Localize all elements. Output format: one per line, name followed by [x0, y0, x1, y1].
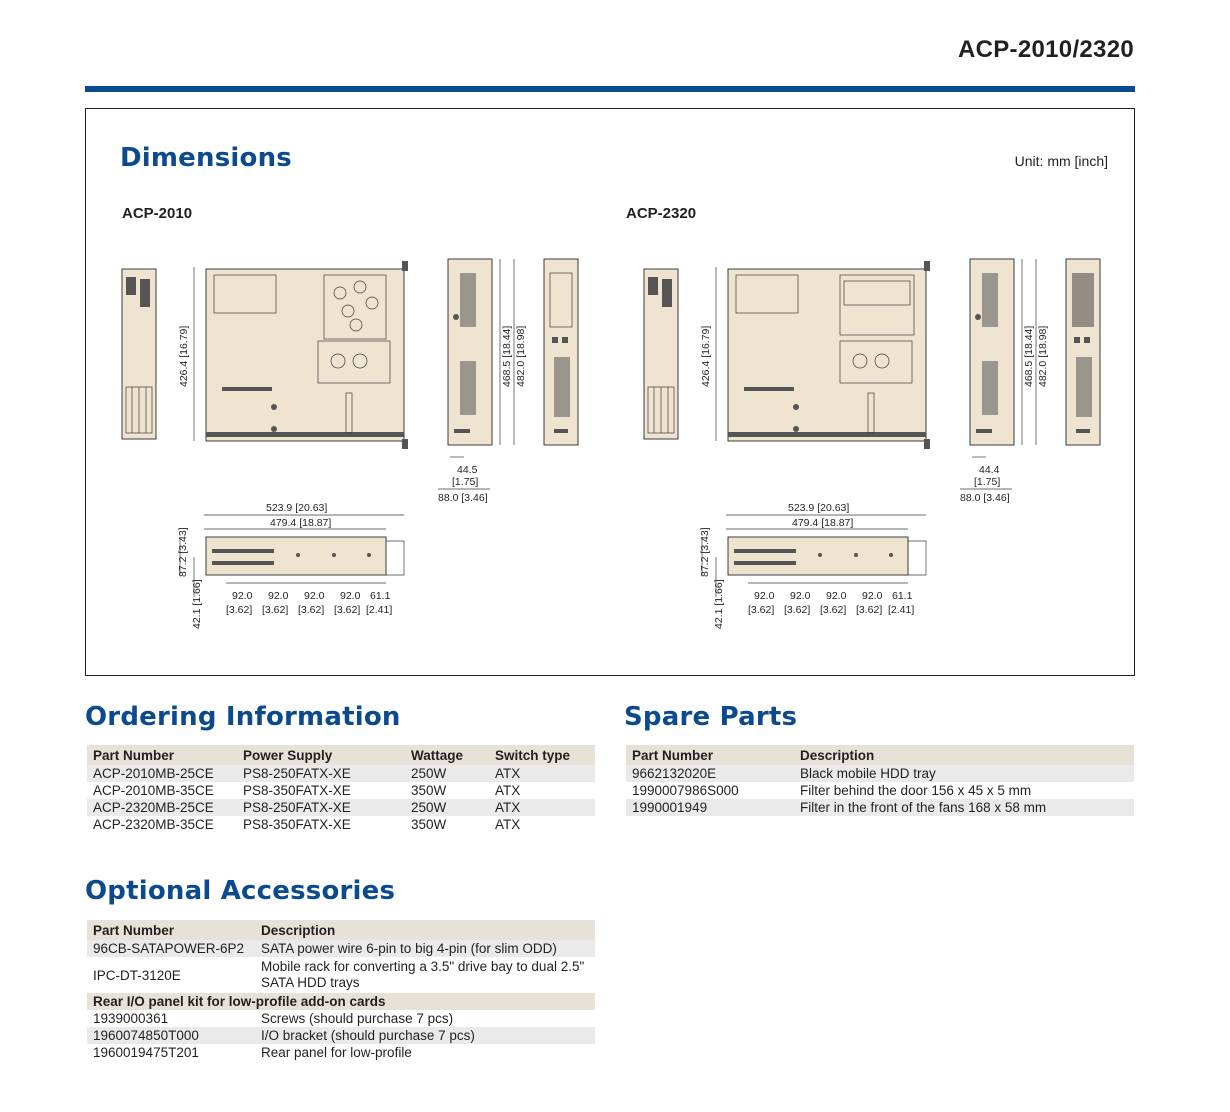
col-part-number: Part Number: [87, 745, 237, 765]
dim-pitch-2: 92.0: [268, 590, 289, 602]
table-header-row: [626, 745, 1134, 765]
table-row: [87, 957, 595, 993]
cell-description: Filter behind the door 156 x 45 x 5 mm: [794, 782, 1134, 799]
dim-handle-width: 44.5: [457, 464, 478, 476]
table-row: [87, 765, 595, 782]
dim-length-total: 523.9 [20.63]: [266, 502, 328, 514]
accessories-table: [87, 920, 595, 1061]
cell-part-number: 1990007986S000: [626, 782, 794, 799]
table-row: [87, 782, 595, 799]
cell-part-number: 9662132020E: [626, 765, 794, 782]
dim-pitch-5: 61.1: [370, 590, 391, 602]
cell-description: Rear panel for low-profile: [255, 1044, 595, 1061]
cell-part-number: 1939000361: [87, 1010, 255, 1027]
header-rule: [85, 86, 1135, 92]
col-part-number: Part Number: [87, 920, 255, 940]
dim-pitch-3: 92.0: [826, 590, 847, 602]
cell-power-supply: PS8-350FATX-XE: [237, 782, 405, 799]
dim-pitch-in-3: [3.62]: [298, 604, 325, 616]
col-switch-type: Switch type: [489, 745, 595, 765]
dim-pitch-4: 92.0: [862, 590, 883, 602]
accessories-title: Optional Accessories: [85, 876, 396, 906]
dim-pitch-2: 92.0: [790, 590, 811, 602]
cell-part-number: ACP-2320MB-25CE: [87, 799, 237, 816]
dim-side-height-2: 42.1 [1.66]: [713, 579, 725, 629]
dim-pitch-4: 92.0: [340, 590, 361, 602]
dim-pitch-in-2: [3.62]: [262, 604, 289, 616]
dim-pitch-in-4: [3.62]: [856, 604, 883, 616]
dim-height-total: 426.4 [16.79]: [178, 325, 190, 387]
dim-width-side: 88.0 [3.46]: [960, 492, 1010, 504]
dimensions-panel: [85, 108, 1135, 676]
ordering-table: [87, 745, 595, 833]
spare-parts-table: [626, 745, 1134, 816]
bottom-view: [206, 537, 386, 575]
dim-pitch-in-5: [2.41]: [888, 604, 915, 616]
dim-pitch-5: 61.1: [892, 590, 913, 602]
top-view: [206, 269, 404, 441]
dim-pitch-1: 92.0: [754, 590, 775, 602]
table-row: [626, 765, 1134, 782]
dim-length-body: 479.4 [18.87]: [270, 517, 332, 529]
cell-description: SATA power wire 6-pin to big 4-pin (for slim ODD): [255, 940, 595, 957]
cell-description: Screws (should purchase 7 pcs): [255, 1010, 595, 1027]
cell-power-supply: PS8-250FATX-XE: [237, 799, 405, 816]
cell-part-number: ACP-2010MB-25CE: [87, 765, 237, 782]
cell-part-number: IPC-DT-3120E: [87, 957, 255, 993]
cell-description: Black mobile HDD tray: [794, 765, 1134, 782]
dim-depth-b: 482.0 [18.98]: [515, 325, 527, 387]
cell-power-supply: PS8-350FATX-XE: [237, 816, 405, 833]
subheader-rear-io-kit: Rear I/O panel kit for low-profile add-on cards: [87, 993, 595, 1010]
cell-part-number: 1990001949: [626, 799, 794, 816]
cell-part-number: ACP-2320MB-35CE: [87, 816, 237, 833]
table-header-row: [87, 745, 595, 765]
col-wattage: Wattage: [405, 745, 489, 765]
dim-pitch-in-2: [3.62]: [784, 604, 811, 616]
ordering-title: Ordering Information: [85, 702, 401, 732]
table-row: [87, 940, 595, 957]
dim-pitch-in-1: [3.62]: [226, 604, 253, 616]
table-header-row: [87, 920, 595, 940]
table-row: [87, 1044, 595, 1061]
col-description: Description: [794, 745, 1134, 765]
dim-height-total: 426.4 [16.79]: [700, 325, 712, 387]
dim-depth-b: 482.0 [18.98]: [1037, 325, 1049, 387]
dim-length-body: 479.4 [18.87]: [792, 517, 854, 529]
unit-note: Unit: mm [inch]: [1014, 153, 1108, 169]
cell-wattage: 250W: [405, 799, 489, 816]
dim-pitch-in-3: [3.62]: [820, 604, 847, 616]
dim-side-height: 87.2 [3.43]: [699, 527, 711, 577]
top-view: [728, 269, 926, 441]
cell-switch-type: ATX: [489, 765, 595, 782]
cell-switch-type: ATX: [489, 799, 595, 816]
model-name-acp-2010: ACP-2010: [122, 205, 193, 222]
table-row: [626, 799, 1134, 816]
table-row: [87, 816, 595, 833]
cell-switch-type: ATX: [489, 782, 595, 799]
dim-handle-width-in: [1.75]: [452, 476, 479, 488]
drawing-acp-2010: [114, 257, 584, 687]
cell-power-supply: PS8-250FATX-XE: [237, 765, 405, 782]
dim-depth-a: 468.5 [18.44]: [501, 325, 513, 387]
document-title: ACP-2010/2320: [957, 36, 1134, 63]
dim-handle-width-in: [1.75]: [974, 476, 1001, 488]
cell-description: Mobile rack for converting a 3.5" drive bay to dual 2.5" SATA HDD trays: [255, 957, 595, 993]
dim-side-height: 87.2 [3.43]: [177, 527, 189, 577]
col-power-supply: Power Supply: [237, 745, 405, 765]
dimensions-title: Dimensions: [120, 143, 292, 173]
dim-handle-width: 44.4: [979, 464, 1000, 476]
cell-wattage: 350W: [405, 816, 489, 833]
cell-part-number: ACP-2010MB-35CE: [87, 782, 237, 799]
dim-side-height-2: 42.1 [1.66]: [191, 579, 203, 629]
cell-switch-type: ATX: [489, 816, 595, 833]
side-view: [544, 259, 578, 445]
dim-width-side: 88.0 [3.46]: [438, 492, 488, 504]
bottom-view: [728, 537, 908, 575]
cell-description: Filter in the front of the fans 168 x 58 mm: [794, 799, 1134, 816]
dim-pitch-3: 92.0: [304, 590, 325, 602]
cell-description: I/O bracket (should purchase 7 pcs): [255, 1027, 595, 1044]
table-row: [87, 1027, 595, 1044]
dim-depth-a: 468.5 [18.44]: [1023, 325, 1035, 387]
col-description: Description: [255, 920, 595, 940]
col-part-number: Part Number: [626, 745, 794, 765]
table-row: [626, 782, 1134, 799]
cell-part-number: 1960019475T201: [87, 1044, 255, 1061]
cell-part-number: 1960074850T000: [87, 1027, 255, 1044]
model-name-acp-2320: ACP-2320: [626, 205, 697, 222]
dim-pitch-in-5: [2.41]: [366, 604, 393, 616]
spare-parts-title: Spare Parts: [624, 702, 798, 732]
dim-length-total: 523.9 [20.63]: [788, 502, 850, 514]
cell-part-number: 96CB-SATAPOWER-6P2: [87, 940, 255, 957]
dim-pitch-in-1: [3.62]: [748, 604, 775, 616]
drawing-acp-2320: [636, 257, 1106, 687]
table-row: [87, 1010, 595, 1027]
table-row: [87, 799, 595, 816]
cell-wattage: 250W: [405, 765, 489, 782]
cell-wattage: 350W: [405, 782, 489, 799]
dim-pitch-in-4: [3.62]: [334, 604, 361, 616]
dim-pitch-1: 92.0: [232, 590, 253, 602]
table-subheader-row: [87, 993, 595, 1010]
